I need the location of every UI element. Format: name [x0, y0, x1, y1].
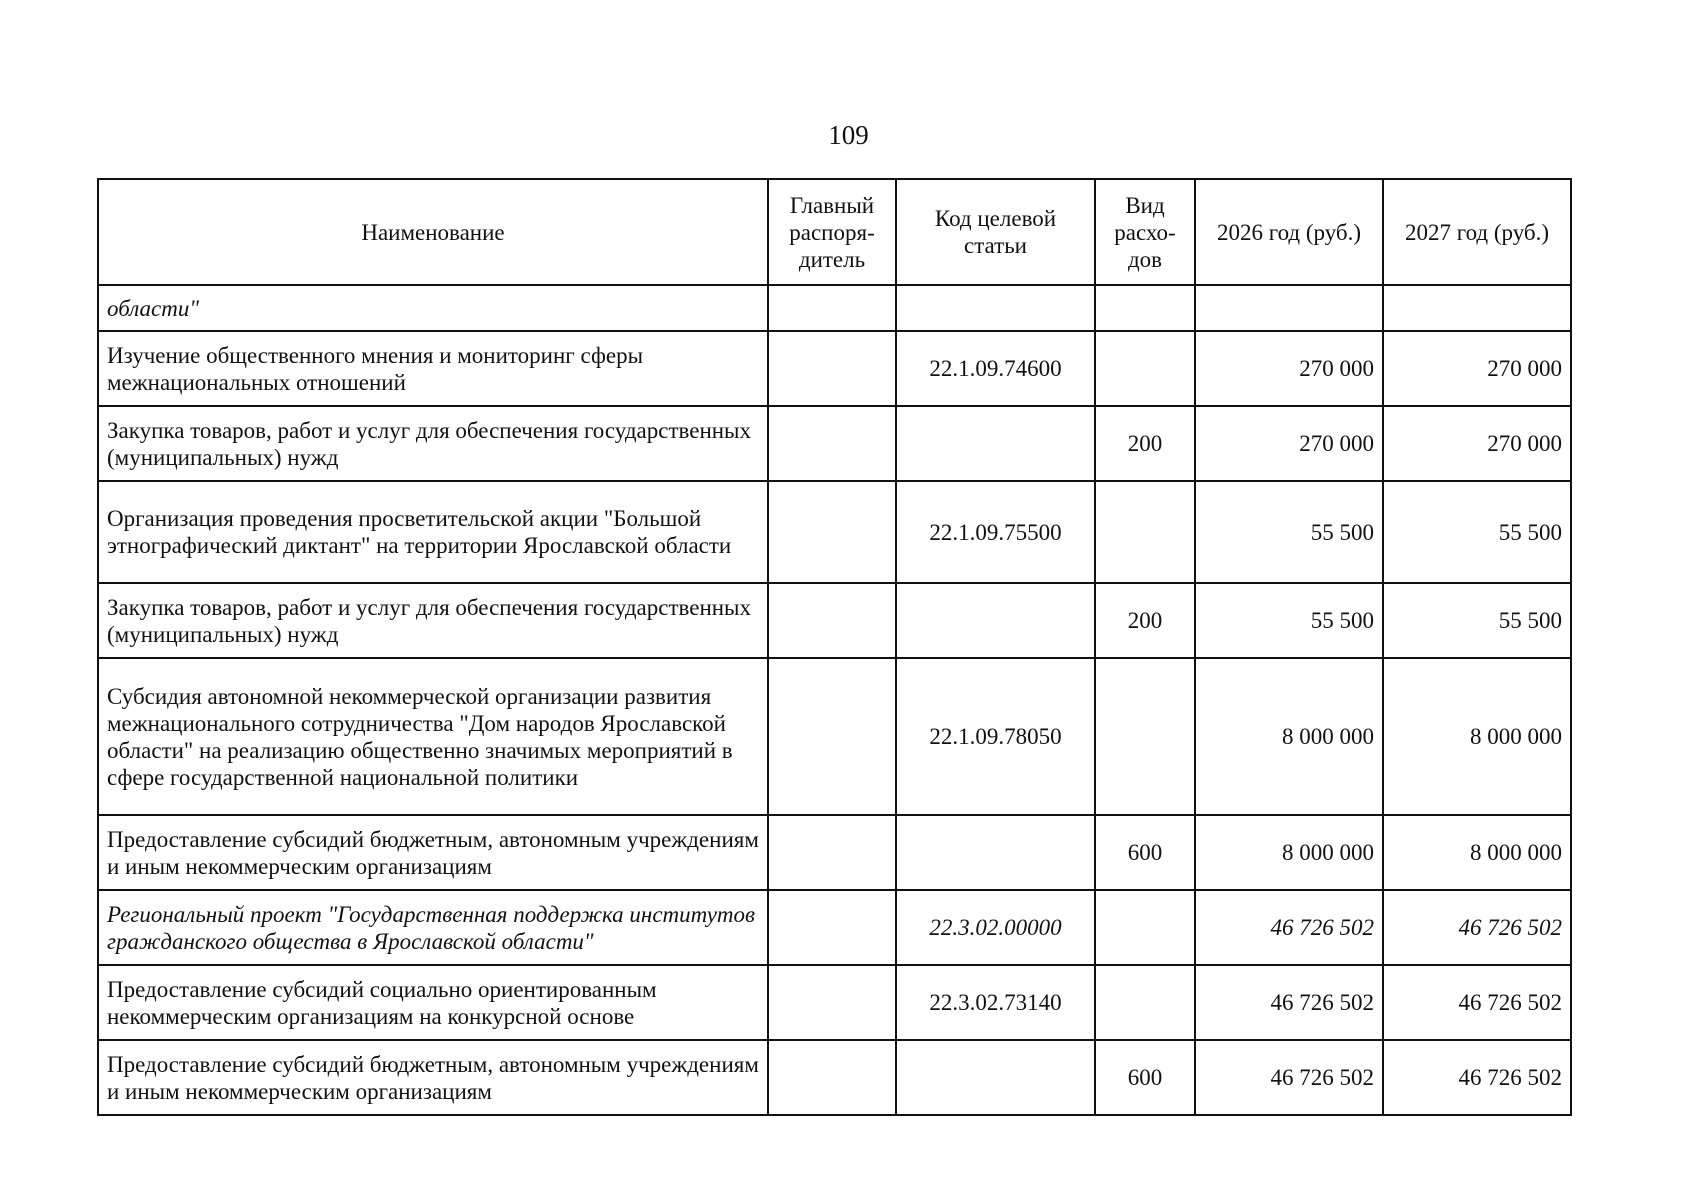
cell-2026: 55 500 [1195, 583, 1383, 658]
cell-2027: 46 726 502 [1383, 890, 1571, 965]
cell-main-manager [768, 965, 896, 1040]
table-row [98, 331, 1571, 406]
table-row [98, 815, 1571, 890]
cell-2026: 8 000 000 [1195, 815, 1383, 890]
header-year-2027: 2027 год (руб.) [1383, 179, 1571, 285]
table-row [98, 890, 1571, 965]
cell-name: Изучение общественного мнения и мониторинг сферы межнациональных отношений [98, 331, 768, 406]
cell-2026: 46 726 502 [1195, 1040, 1383, 1115]
header-target-code: Код целевой статьи [896, 179, 1095, 285]
table-row [98, 965, 1571, 1040]
cell-2027: 55 500 [1383, 583, 1571, 658]
cell-2026 [1195, 285, 1383, 331]
cell-2026: 270 000 [1195, 331, 1383, 406]
cell-expense-type [1095, 890, 1195, 965]
cell-name: Закупка товаров, работ и услуг для обеспечения государственных (муниципальных) нужд [98, 583, 768, 658]
table-row [98, 481, 1571, 583]
cell-target-code [896, 815, 1095, 890]
cell-expense-type [1095, 481, 1195, 583]
cell-main-manager [768, 658, 896, 815]
header-year-2026: 2026 год (руб.) [1195, 179, 1383, 285]
page-number: 109 [828, 120, 869, 150]
cell-name: Субсидия автономной некоммерческой организации развития межнационального сотрудничества "Дом народов Ярославской области" на реализацию общественно значимых мероприятий в сфере государственной национальной политики [98, 658, 768, 815]
cell-target-code: 22.1.09.75500 [896, 481, 1095, 583]
cell-target-code [896, 285, 1095, 331]
cell-target-code [896, 406, 1095, 481]
cell-main-manager [768, 890, 896, 965]
cell-main-manager [768, 815, 896, 890]
cell-2027: 46 726 502 [1383, 965, 1571, 1040]
table-row [98, 406, 1571, 481]
cell-2027: 270 000 [1383, 406, 1571, 481]
cell-main-manager [768, 583, 896, 658]
cell-target-code [896, 1040, 1095, 1115]
header-expense-type: Вид расхо- дов [1095, 179, 1195, 285]
cell-2026: 46 726 502 [1195, 890, 1383, 965]
budget-table [97, 178, 1572, 1116]
cell-name: Региональный проект "Государственная поддержка институтов гражданского общества в Ярославской области" [98, 890, 768, 965]
table-header-row [98, 179, 1571, 285]
table-row [98, 583, 1571, 658]
cell-2027: 270 000 [1383, 331, 1571, 406]
cell-name: Закупка товаров, работ и услуг для обеспечения государственных (муниципальных) нужд [98, 406, 768, 481]
cell-name: Организация проведения просветительской акции "Большой этнографический диктант" на территории Ярославской области [98, 481, 768, 583]
cell-expense-type: 200 [1095, 583, 1195, 658]
cell-expense-type [1095, 658, 1195, 815]
cell-target-code: 22.3.02.00000 [896, 890, 1095, 965]
cell-expense-type [1095, 965, 1195, 1040]
table-row [98, 285, 1571, 331]
cell-name: Предоставление субсидий социально ориентированным некоммерческим организациям на конкурсной основе [98, 965, 768, 1040]
header-name: Наименование [98, 179, 768, 285]
cell-expense-type [1095, 285, 1195, 331]
cell-expense-type: 200 [1095, 406, 1195, 481]
table-row [98, 658, 1571, 815]
cell-2027 [1383, 285, 1571, 331]
cell-2026: 8 000 000 [1195, 658, 1383, 815]
cell-name: Предоставление субсидий бюджетным, автономным учреждениям и иным некоммерческим организациям [98, 1040, 768, 1115]
cell-expense-type [1095, 331, 1195, 406]
cell-main-manager [768, 406, 896, 481]
cell-expense-type: 600 [1095, 815, 1195, 890]
cell-target-code: 22.1.09.78050 [896, 658, 1095, 815]
cell-2027: 8 000 000 [1383, 815, 1571, 890]
cell-2027: 55 500 [1383, 481, 1571, 583]
cell-main-manager [768, 331, 896, 406]
cell-target-code [896, 583, 1095, 658]
cell-2026: 46 726 502 [1195, 965, 1383, 1040]
cell-name: области" [98, 285, 768, 331]
cell-2027: 8 000 000 [1383, 658, 1571, 815]
cell-name: Предоставление субсидий бюджетным, автономным учреждениям и иным некоммерческим организациям [98, 815, 768, 890]
cell-target-code: 22.1.09.74600 [896, 331, 1095, 406]
cell-main-manager [768, 285, 896, 331]
cell-main-manager [768, 481, 896, 583]
cell-2027: 46 726 502 [1383, 1040, 1571, 1115]
header-main-manager: Главный распоря- дитель [768, 179, 896, 285]
cell-2026: 270 000 [1195, 406, 1383, 481]
cell-2026: 55 500 [1195, 481, 1383, 583]
cell-main-manager [768, 1040, 896, 1115]
cell-target-code: 22.3.02.73140 [896, 965, 1095, 1040]
cell-expense-type: 600 [1095, 1040, 1195, 1115]
table-row [98, 1040, 1571, 1115]
